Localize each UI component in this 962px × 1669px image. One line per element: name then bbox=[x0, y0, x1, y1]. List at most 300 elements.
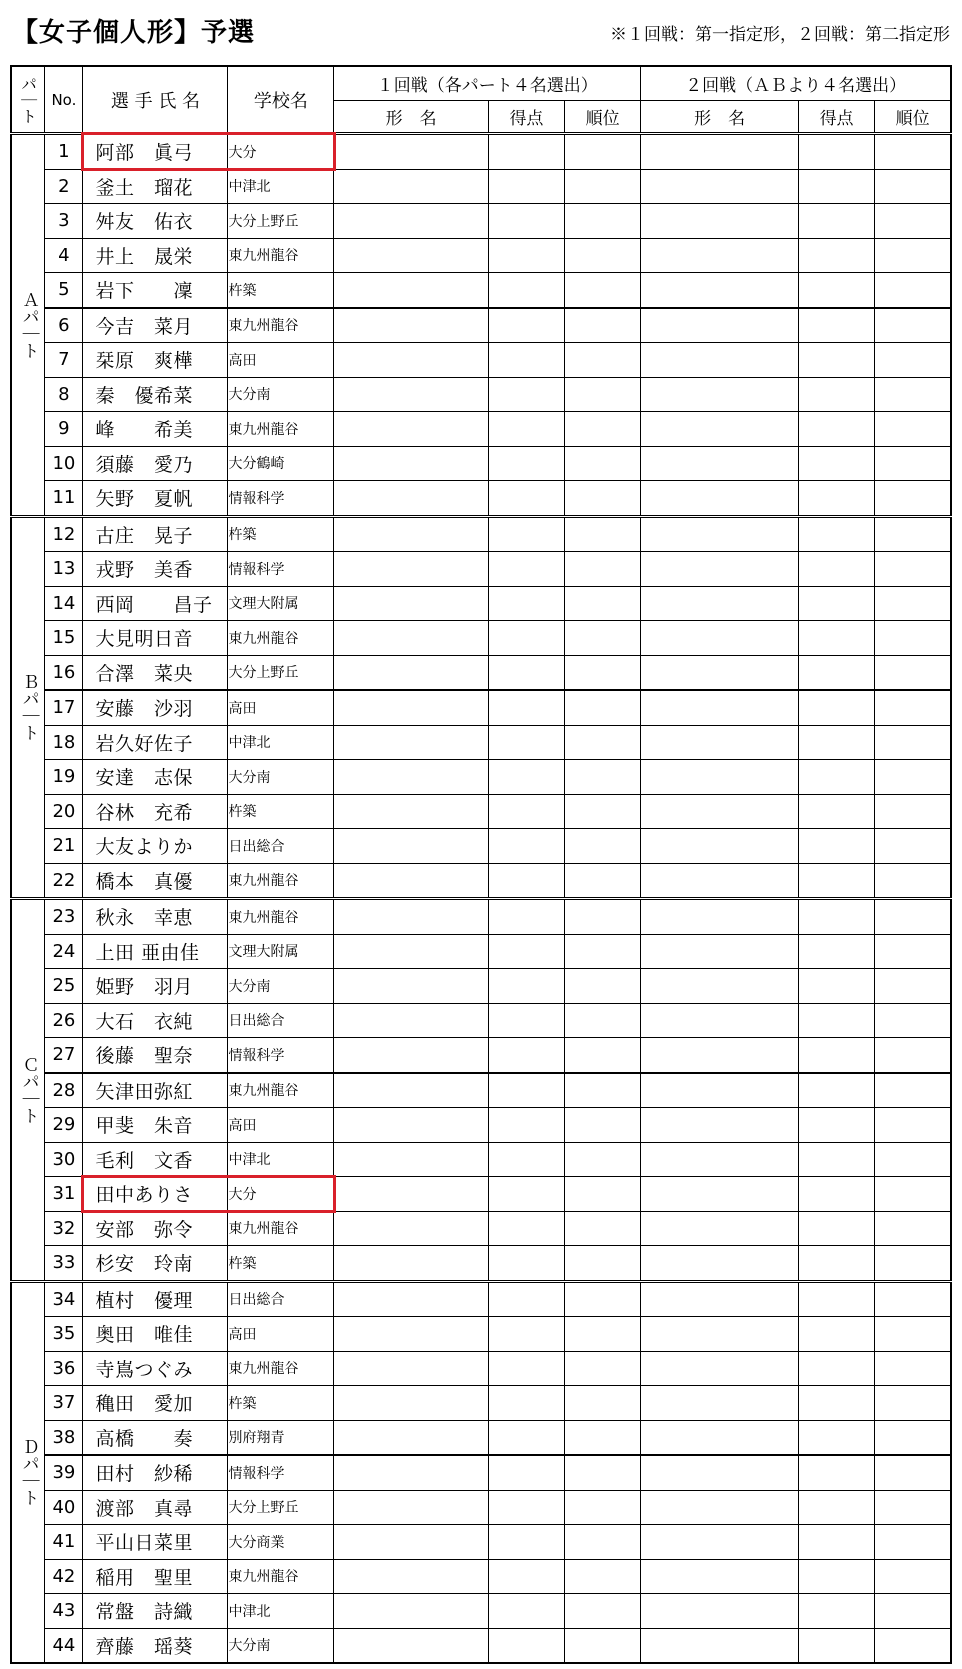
round2-score-cell[interactable] bbox=[798, 481, 874, 517]
round2-kata-cell[interactable] bbox=[641, 134, 799, 170]
round2-kata-cell[interactable] bbox=[641, 1073, 799, 1108]
round2-kata-cell[interactable] bbox=[641, 1386, 799, 1421]
round2-rank-cell[interactable] bbox=[875, 343, 951, 378]
round1-kata-cell[interactable] bbox=[334, 655, 489, 690]
round2-rank-cell[interactable] bbox=[875, 1559, 951, 1594]
round1-kata-cell[interactable] bbox=[334, 169, 489, 204]
round1-score-cell[interactable] bbox=[488, 899, 564, 935]
round2-rank-cell[interactable] bbox=[875, 621, 951, 656]
round1-rank-cell[interactable] bbox=[565, 1073, 641, 1108]
round2-rank-cell[interactable] bbox=[875, 1108, 951, 1143]
round2-kata-cell[interactable] bbox=[641, 1559, 799, 1594]
round1-rank-cell[interactable] bbox=[565, 1108, 641, 1143]
round2-rank-cell[interactable] bbox=[875, 863, 951, 899]
round2-kata-cell[interactable] bbox=[641, 516, 799, 552]
player-name-cell bbox=[83, 238, 228, 273]
round2-kata-cell[interactable] bbox=[641, 308, 799, 343]
round1-score-cell[interactable] bbox=[488, 1142, 564, 1177]
player-name-cell bbox=[83, 516, 228, 552]
player-number: 6 bbox=[45, 308, 83, 343]
round2-score-cell[interactable] bbox=[798, 1525, 874, 1560]
player-name: 須藤 愛乃 bbox=[95, 453, 193, 476]
round1-kata-cell[interactable] bbox=[334, 238, 489, 273]
round1-score-cell[interactable] bbox=[488, 1177, 564, 1212]
round2-kata-cell[interactable] bbox=[641, 655, 799, 690]
round2-kata-cell[interactable] bbox=[641, 1246, 799, 1282]
round2-score-cell[interactable] bbox=[798, 516, 874, 552]
round1-score-cell[interactable] bbox=[488, 1351, 564, 1386]
round2-rank-cell[interactable] bbox=[875, 1525, 951, 1560]
round2-rank-cell[interactable] bbox=[875, 725, 951, 760]
round2-score-cell[interactable] bbox=[798, 725, 874, 760]
round2-rank-cell[interactable] bbox=[875, 1211, 951, 1246]
round1-score-cell[interactable] bbox=[488, 1420, 564, 1455]
table-row bbox=[11, 552, 951, 587]
round1-rank-cell[interactable] bbox=[565, 1490, 641, 1525]
round1-score-cell[interactable] bbox=[488, 238, 564, 273]
round2-kata-cell[interactable] bbox=[641, 412, 799, 447]
round1-kata-cell[interactable] bbox=[334, 863, 489, 899]
round2-kata-cell[interactable] bbox=[641, 273, 799, 308]
player-number: 19 bbox=[45, 760, 83, 795]
player-number: 26 bbox=[45, 1003, 83, 1038]
round1-rank-cell[interactable] bbox=[565, 238, 641, 273]
round1-rank-cell[interactable] bbox=[565, 1559, 641, 1594]
round1-kata-cell[interactable] bbox=[334, 1386, 489, 1421]
round1-score-cell[interactable] bbox=[488, 1386, 564, 1421]
round1-score-cell[interactable] bbox=[488, 969, 564, 1004]
round2-kata-cell[interactable] bbox=[641, 1142, 799, 1177]
round1-score-cell[interactable] bbox=[488, 1455, 564, 1490]
player-school: 情報科学 bbox=[228, 1038, 334, 1073]
round1-score-cell[interactable] bbox=[488, 1211, 564, 1246]
round2-score-cell[interactable] bbox=[798, 134, 874, 170]
round2-score-cell[interactable] bbox=[798, 655, 874, 690]
round2-kata-cell[interactable] bbox=[641, 1038, 799, 1073]
round1-rank-cell[interactable] bbox=[565, 725, 641, 760]
round2-score-cell[interactable] bbox=[798, 863, 874, 899]
round2-kata-cell[interactable] bbox=[641, 621, 799, 656]
round1-score-cell[interactable] bbox=[488, 1108, 564, 1143]
round2-rank-cell[interactable] bbox=[875, 412, 951, 447]
player-name-cell bbox=[83, 1317, 228, 1352]
round2-rank-cell[interactable] bbox=[875, 169, 951, 204]
round1-kata-cell[interactable] bbox=[334, 969, 489, 1004]
round1-score-cell[interactable] bbox=[488, 1003, 564, 1038]
round1-rank-cell[interactable] bbox=[565, 481, 641, 517]
round1-rank-cell[interactable] bbox=[565, 1351, 641, 1386]
round2-rank-cell[interactable] bbox=[875, 794, 951, 829]
round2-rank-cell[interactable] bbox=[875, 1038, 951, 1073]
round-note: ※１回戦：第一指定形，２回戦：第二指定形 bbox=[610, 25, 950, 45]
round2-kata-cell[interactable] bbox=[641, 552, 799, 587]
round2-rank-cell[interactable] bbox=[875, 899, 951, 935]
round2-score-cell[interactable] bbox=[798, 1351, 874, 1386]
round2-kata-cell[interactable] bbox=[641, 1281, 799, 1317]
round1-kata-cell[interactable] bbox=[334, 690, 489, 725]
round1-score-cell[interactable] bbox=[488, 377, 564, 412]
table-row bbox=[11, 1490, 951, 1525]
round1-score-cell[interactable] bbox=[488, 1038, 564, 1073]
round1-score-cell[interactable] bbox=[488, 481, 564, 517]
round1-rank-cell[interactable] bbox=[565, 1177, 641, 1212]
part-label: Ｄパ｜ト bbox=[18, 1438, 39, 1507]
round2-kata-cell[interactable] bbox=[641, 863, 799, 899]
round2-rank-cell[interactable] bbox=[875, 1246, 951, 1282]
round1-rank-cell[interactable] bbox=[565, 1246, 641, 1282]
round1-kata-cell[interactable] bbox=[334, 1108, 489, 1143]
round1-rank-cell[interactable] bbox=[565, 1003, 641, 1038]
round2-score-cell[interactable] bbox=[798, 1628, 874, 1663]
round1-rank-cell[interactable] bbox=[565, 934, 641, 969]
round2-score-cell[interactable] bbox=[798, 1211, 874, 1246]
header-round2-score: 得点 bbox=[798, 101, 874, 134]
round2-rank-cell[interactable] bbox=[875, 1420, 951, 1455]
round1-rank-cell[interactable] bbox=[565, 621, 641, 656]
player-school: 中津北 bbox=[228, 1594, 334, 1629]
round2-rank-cell[interactable] bbox=[875, 446, 951, 481]
round2-score-cell[interactable] bbox=[798, 169, 874, 204]
round2-rank-cell[interactable] bbox=[875, 273, 951, 308]
round1-rank-cell[interactable] bbox=[565, 899, 641, 935]
round2-kata-cell[interactable] bbox=[641, 238, 799, 273]
round2-score-cell[interactable] bbox=[798, 1177, 874, 1212]
round2-kata-cell[interactable] bbox=[641, 1420, 799, 1455]
round1-kata-cell[interactable] bbox=[334, 1628, 489, 1663]
round2-kata-cell[interactable] bbox=[641, 1490, 799, 1525]
round2-score-cell[interactable] bbox=[798, 690, 874, 725]
round1-rank-cell[interactable] bbox=[565, 1386, 641, 1421]
round1-rank-cell[interactable] bbox=[565, 1211, 641, 1246]
player-name: 大友よりか bbox=[95, 836, 193, 859]
round1-kata-cell[interactable] bbox=[334, 899, 489, 935]
round2-kata-cell[interactable] bbox=[641, 1525, 799, 1560]
round1-rank-cell[interactable] bbox=[565, 446, 641, 481]
round2-kata-cell[interactable] bbox=[641, 794, 799, 829]
round1-rank-cell[interactable] bbox=[565, 690, 641, 725]
round2-kata-cell[interactable] bbox=[641, 725, 799, 760]
round1-kata-cell[interactable] bbox=[334, 760, 489, 795]
round2-score-cell[interactable] bbox=[798, 829, 874, 864]
round1-score-cell[interactable] bbox=[488, 725, 564, 760]
player-name: 植村 優理 bbox=[95, 1289, 193, 1312]
round2-score-cell[interactable] bbox=[798, 1073, 874, 1108]
round1-rank-cell[interactable] bbox=[565, 1525, 641, 1560]
round2-rank-cell[interactable] bbox=[875, 586, 951, 621]
round1-score-cell[interactable] bbox=[488, 863, 564, 899]
round2-rank-cell[interactable] bbox=[875, 1142, 951, 1177]
round1-rank-cell[interactable] bbox=[565, 1142, 641, 1177]
round2-kata-cell[interactable] bbox=[641, 934, 799, 969]
round1-rank-cell[interactable] bbox=[565, 1317, 641, 1352]
player-number: 42 bbox=[45, 1559, 83, 1594]
round2-score-cell[interactable] bbox=[798, 934, 874, 969]
round2-score-cell[interactable] bbox=[798, 1386, 874, 1421]
round2-kata-cell[interactable] bbox=[641, 1317, 799, 1352]
round1-rank-cell[interactable] bbox=[565, 204, 641, 239]
round2-kata-cell[interactable] bbox=[641, 1455, 799, 1490]
round1-kata-cell[interactable] bbox=[334, 343, 489, 378]
round2-score-cell[interactable] bbox=[798, 1559, 874, 1594]
player-school: 高田 bbox=[228, 690, 334, 725]
round2-score-cell[interactable] bbox=[798, 1038, 874, 1073]
round2-score-cell[interactable] bbox=[798, 204, 874, 239]
round2-kata-cell[interactable] bbox=[641, 1108, 799, 1143]
round1-kata-cell[interactable] bbox=[334, 516, 489, 552]
round1-rank-cell[interactable] bbox=[565, 829, 641, 864]
round1-score-cell[interactable] bbox=[488, 1317, 564, 1352]
player-name: 常盤 詩織 bbox=[95, 1601, 193, 1624]
round1-kata-cell[interactable] bbox=[334, 412, 489, 447]
round1-kata-cell[interactable] bbox=[334, 1246, 489, 1282]
player-name-cell bbox=[83, 1420, 228, 1455]
round2-rank-cell[interactable] bbox=[875, 969, 951, 1004]
player-number: 30 bbox=[45, 1142, 83, 1177]
round1-score-cell[interactable] bbox=[488, 621, 564, 656]
round2-rank-cell[interactable] bbox=[875, 1490, 951, 1525]
round2-rank-cell[interactable] bbox=[875, 481, 951, 517]
round1-kata-cell[interactable] bbox=[334, 1073, 489, 1108]
round1-rank-cell[interactable] bbox=[565, 1628, 641, 1663]
round1-kata-cell[interactable] bbox=[334, 446, 489, 481]
round1-kata-cell[interactable] bbox=[334, 1177, 489, 1212]
round1-rank-cell[interactable] bbox=[565, 1455, 641, 1490]
player-name-cell bbox=[83, 794, 228, 829]
round2-score-cell[interactable] bbox=[798, 1594, 874, 1629]
table-row bbox=[11, 1038, 951, 1073]
round2-kata-cell[interactable] bbox=[641, 899, 799, 935]
round2-score-cell[interactable] bbox=[798, 446, 874, 481]
round2-score-cell[interactable] bbox=[798, 899, 874, 935]
round2-kata-cell[interactable] bbox=[641, 169, 799, 204]
player-number: 38 bbox=[45, 1420, 83, 1455]
round2-score-cell[interactable] bbox=[798, 1003, 874, 1038]
round2-rank-cell[interactable] bbox=[875, 760, 951, 795]
round1-kata-cell[interactable] bbox=[334, 1281, 489, 1317]
round2-rank-cell[interactable] bbox=[875, 134, 951, 170]
round1-kata-cell[interactable] bbox=[334, 1455, 489, 1490]
round1-rank-cell[interactable] bbox=[565, 655, 641, 690]
round2-score-cell[interactable] bbox=[798, 412, 874, 447]
round2-score-cell[interactable] bbox=[798, 308, 874, 343]
round2-score-cell[interactable] bbox=[798, 238, 874, 273]
player-name: 井上 晟栄 bbox=[95, 245, 193, 268]
round2-kata-cell[interactable] bbox=[641, 969, 799, 1004]
round1-kata-cell[interactable] bbox=[334, 1142, 489, 1177]
round1-score-cell[interactable] bbox=[488, 1594, 564, 1629]
round2-rank-cell[interactable] bbox=[875, 829, 951, 864]
round1-kata-cell[interactable] bbox=[334, 1559, 489, 1594]
round1-rank-cell[interactable] bbox=[565, 969, 641, 1004]
round2-rank-cell[interactable] bbox=[875, 1281, 951, 1317]
round2-rank-cell[interactable] bbox=[875, 1386, 951, 1421]
round1-score-cell[interactable] bbox=[488, 1525, 564, 1560]
round1-rank-cell[interactable] bbox=[565, 1420, 641, 1455]
round1-score-cell[interactable] bbox=[488, 829, 564, 864]
round1-kata-cell[interactable] bbox=[334, 1211, 489, 1246]
round2-kata-cell[interactable] bbox=[641, 1211, 799, 1246]
round1-kata-cell[interactable] bbox=[334, 1420, 489, 1455]
round1-score-cell[interactable] bbox=[488, 273, 564, 308]
round2-score-cell[interactable] bbox=[798, 343, 874, 378]
round1-rank-cell[interactable] bbox=[565, 343, 641, 378]
round1-kata-cell[interactable] bbox=[334, 586, 489, 621]
round1-score-cell[interactable] bbox=[488, 760, 564, 795]
part-label-cell bbox=[11, 1281, 45, 1663]
round1-rank-cell[interactable] bbox=[565, 169, 641, 204]
round2-score-cell[interactable] bbox=[798, 1420, 874, 1455]
round2-score-cell[interactable] bbox=[798, 1108, 874, 1143]
round2-score-cell[interactable] bbox=[798, 1142, 874, 1177]
round2-kata-cell[interactable] bbox=[641, 829, 799, 864]
round2-kata-cell[interactable] bbox=[641, 690, 799, 725]
round1-rank-cell[interactable] bbox=[565, 1594, 641, 1629]
round2-score-cell[interactable] bbox=[798, 1281, 874, 1317]
round2-rank-cell[interactable] bbox=[875, 204, 951, 239]
round2-kata-cell[interactable] bbox=[641, 446, 799, 481]
round2-rank-cell[interactable] bbox=[875, 1003, 951, 1038]
round1-score-cell[interactable] bbox=[488, 1281, 564, 1317]
round1-score-cell[interactable] bbox=[488, 516, 564, 552]
round2-kata-cell[interactable] bbox=[641, 1003, 799, 1038]
round2-kata-cell[interactable] bbox=[641, 1177, 799, 1212]
round1-score-cell[interactable] bbox=[488, 794, 564, 829]
round1-kata-cell[interactable] bbox=[334, 481, 489, 517]
round1-rank-cell[interactable] bbox=[565, 308, 641, 343]
round1-rank-cell[interactable] bbox=[565, 377, 641, 412]
round1-kata-cell[interactable] bbox=[334, 1003, 489, 1038]
round2-kata-cell[interactable] bbox=[641, 760, 799, 795]
round1-kata-cell[interactable] bbox=[334, 204, 489, 239]
round2-rank-cell[interactable] bbox=[875, 655, 951, 690]
round2-score-cell[interactable] bbox=[798, 586, 874, 621]
round1-kata-cell[interactable] bbox=[334, 1594, 489, 1629]
round2-score-cell[interactable] bbox=[798, 1455, 874, 1490]
round1-kata-cell[interactable] bbox=[334, 377, 489, 412]
round1-rank-cell[interactable] bbox=[565, 586, 641, 621]
round2-score-cell[interactable] bbox=[798, 1246, 874, 1282]
round1-score-cell[interactable] bbox=[488, 690, 564, 725]
round1-score-cell[interactable] bbox=[488, 1246, 564, 1282]
round2-kata-cell[interactable] bbox=[641, 343, 799, 378]
round1-score-cell[interactable] bbox=[488, 655, 564, 690]
round1-score-cell[interactable] bbox=[488, 446, 564, 481]
round2-score-cell[interactable] bbox=[798, 377, 874, 412]
round2-kata-cell[interactable] bbox=[641, 481, 799, 517]
player-school: 東九州龍谷 bbox=[228, 1351, 334, 1386]
round1-score-cell[interactable] bbox=[488, 308, 564, 343]
round1-kata-cell[interactable] bbox=[334, 829, 489, 864]
round1-rank-cell[interactable] bbox=[565, 1038, 641, 1073]
round1-score-cell[interactable] bbox=[488, 1628, 564, 1663]
round1-kata-cell[interactable] bbox=[334, 273, 489, 308]
round2-rank-cell[interactable] bbox=[875, 690, 951, 725]
round2-rank-cell[interactable] bbox=[875, 1628, 951, 1663]
round1-rank-cell[interactable] bbox=[565, 134, 641, 170]
round2-score-cell[interactable] bbox=[798, 969, 874, 1004]
round1-kata-cell[interactable] bbox=[334, 621, 489, 656]
round2-rank-cell[interactable] bbox=[875, 934, 951, 969]
round2-kata-cell[interactable] bbox=[641, 1628, 799, 1663]
round1-score-cell[interactable] bbox=[488, 1490, 564, 1525]
round1-score-cell[interactable] bbox=[488, 934, 564, 969]
round1-kata-cell[interactable] bbox=[334, 1038, 489, 1073]
round2-kata-cell[interactable] bbox=[641, 377, 799, 412]
round1-score-cell[interactable] bbox=[488, 412, 564, 447]
round2-rank-cell[interactable] bbox=[875, 1455, 951, 1490]
round2-score-cell[interactable] bbox=[798, 621, 874, 656]
round1-score-cell[interactable] bbox=[488, 1073, 564, 1108]
round2-rank-cell[interactable] bbox=[875, 516, 951, 552]
round1-score-cell[interactable] bbox=[488, 586, 564, 621]
round2-kata-cell[interactable] bbox=[641, 204, 799, 239]
player-name: 穐田 愛加 bbox=[95, 1393, 193, 1416]
round1-rank-cell[interactable] bbox=[565, 794, 641, 829]
round2-kata-cell[interactable] bbox=[641, 1351, 799, 1386]
header-no: No. bbox=[45, 66, 83, 134]
round2-score-cell[interactable] bbox=[798, 1490, 874, 1525]
round1-score-cell[interactable] bbox=[488, 343, 564, 378]
round1-score-cell[interactable] bbox=[488, 204, 564, 239]
round1-score-cell[interactable] bbox=[488, 1559, 564, 1594]
player-name: 岩下 凜 bbox=[95, 280, 193, 303]
round2-rank-cell[interactable] bbox=[875, 1177, 951, 1212]
player-name-cell bbox=[83, 1628, 228, 1663]
round1-kata-cell[interactable] bbox=[334, 1351, 489, 1386]
round2-rank-cell[interactable] bbox=[875, 1317, 951, 1352]
player-school: 日出総合 bbox=[228, 1003, 334, 1038]
round1-kata-cell[interactable] bbox=[334, 308, 489, 343]
round2-rank-cell[interactable] bbox=[875, 308, 951, 343]
round1-rank-cell[interactable] bbox=[565, 1281, 641, 1317]
round1-kata-cell[interactable] bbox=[334, 794, 489, 829]
round2-rank-cell[interactable] bbox=[875, 377, 951, 412]
round2-rank-cell[interactable] bbox=[875, 552, 951, 587]
round1-kata-cell[interactable] bbox=[334, 934, 489, 969]
round2-kata-cell[interactable] bbox=[641, 1594, 799, 1629]
round1-rank-cell[interactable] bbox=[565, 863, 641, 899]
round1-rank-cell[interactable] bbox=[565, 273, 641, 308]
round1-kata-cell[interactable] bbox=[334, 134, 489, 170]
round1-kata-cell[interactable] bbox=[334, 1490, 489, 1525]
round2-rank-cell[interactable] bbox=[875, 1073, 951, 1108]
round1-rank-cell[interactable] bbox=[565, 412, 641, 447]
round1-kata-cell[interactable] bbox=[334, 1525, 489, 1560]
round2-rank-cell[interactable] bbox=[875, 1351, 951, 1386]
player-name-cell bbox=[83, 1211, 228, 1246]
round1-kata-cell[interactable] bbox=[334, 552, 489, 587]
round2-kata-cell[interactable] bbox=[641, 586, 799, 621]
round2-score-cell[interactable] bbox=[798, 760, 874, 795]
round1-rank-cell[interactable] bbox=[565, 760, 641, 795]
round2-score-cell[interactable] bbox=[798, 794, 874, 829]
round1-rank-cell[interactable] bbox=[565, 552, 641, 587]
round1-score-cell[interactable] bbox=[488, 169, 564, 204]
header-name: 選 手 氏 名 bbox=[83, 66, 228, 134]
round1-score-cell[interactable] bbox=[488, 134, 564, 170]
round2-score-cell[interactable] bbox=[798, 273, 874, 308]
part-label: Ａパ｜ト bbox=[18, 290, 39, 359]
round1-rank-cell[interactable] bbox=[565, 516, 641, 552]
round2-rank-cell[interactable] bbox=[875, 238, 951, 273]
round1-kata-cell[interactable] bbox=[334, 1317, 489, 1352]
player-name: 合澤 菜央 bbox=[95, 662, 193, 685]
round1-kata-cell[interactable] bbox=[334, 725, 489, 760]
round1-score-cell[interactable] bbox=[488, 552, 564, 587]
round2-score-cell[interactable] bbox=[798, 1317, 874, 1352]
round2-rank-cell[interactable] bbox=[875, 1594, 951, 1629]
round2-score-cell[interactable] bbox=[798, 552, 874, 587]
